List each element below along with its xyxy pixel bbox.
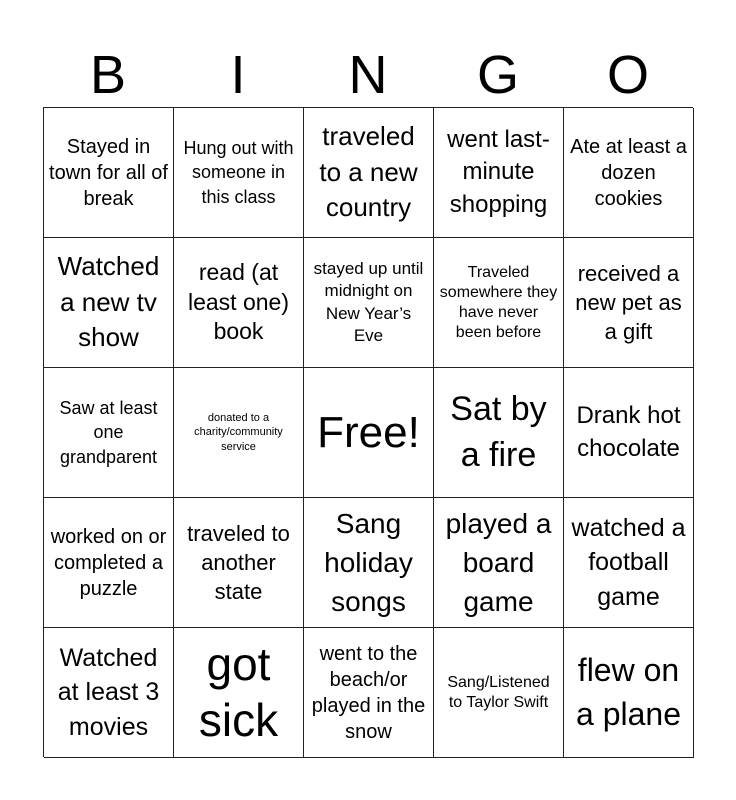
cell-text: read (at least one) book: [187, 259, 289, 345]
bingo-header: [43, 44, 693, 106]
cell-text: stayed up until midnight on New Year’s Eve: [313, 259, 424, 345]
cell-text: donated to a charity/community service: [194, 412, 283, 453]
bingo-cell-r4-c1[interactable]: [174, 628, 304, 758]
bingo-cell-r2-c2-free[interactable]: [304, 368, 434, 498]
bingo-cell-r3-c4[interactable]: [564, 498, 694, 628]
cell-text: Sang/Listened to Taylor Swift: [447, 673, 550, 711]
cell-text: Saw at least one grandparent: [59, 398, 158, 467]
cell-text: Traveled somewhere they have never been before: [439, 263, 558, 341]
header-letter-i: I: [230, 45, 246, 105]
bingo-cell-r1-c1[interactable]: [174, 238, 304, 368]
cell-text: traveled to a new country: [319, 120, 418, 223]
bingo-cell-r1-c2[interactable]: [304, 238, 434, 368]
cell-text: went last-minute shopping: [447, 126, 550, 218]
bingo-cell-r1-c3[interactable]: [434, 238, 564, 368]
cell-text: Drank hot chocolate: [576, 402, 681, 462]
bingo-cell-r4-c2[interactable]: [304, 628, 434, 758]
cell-text: traveled to another state: [187, 520, 290, 605]
header-letter-o: O: [606, 45, 649, 105]
bingo-cell-r2-c0[interactable]: [44, 368, 174, 498]
bingo-cell-r0-c1[interactable]: [174, 108, 304, 238]
header-letter-n: N: [348, 45, 388, 105]
free-space-text: Free!: [317, 407, 420, 457]
bingo-board: [43, 107, 693, 757]
bingo-cell-r3-c0[interactable]: [44, 498, 174, 628]
bingo-cell-r4-c3[interactable]: [434, 628, 564, 758]
bingo-cell-r2-c1[interactable]: [174, 368, 304, 498]
cell-text: Ate at least a dozen cookies: [570, 135, 687, 210]
cell-text: Sat by a fire: [450, 389, 547, 474]
bingo-cell-r1-c4[interactable]: [564, 238, 694, 368]
bingo-cell-r1-c0[interactable]: [44, 238, 174, 368]
header-letter-b: B: [89, 45, 127, 105]
cell-text: received a new pet as a gift: [575, 260, 682, 345]
cell-text: played a board game: [445, 507, 552, 618]
cell-text: got sick: [198, 638, 279, 746]
bingo-cell-r4-c0[interactable]: [44, 628, 174, 758]
bingo-cell-r2-c4[interactable]: [564, 368, 694, 498]
header-letter-g: G: [476, 45, 519, 105]
cell-text: flew on a plane: [576, 652, 681, 732]
cell-text: watched a football game: [571, 513, 686, 611]
bingo-cell-r4-c4[interactable]: [564, 628, 694, 758]
bingo-cell-r0-c4[interactable]: [564, 108, 694, 238]
bingo-cell-r0-c3[interactable]: [434, 108, 564, 238]
cell-text: went to the beach/or played in the snow: [311, 642, 426, 743]
bingo-cell-r3-c3[interactable]: [434, 498, 564, 628]
bingo-cell-r3-c1[interactable]: [174, 498, 304, 628]
bingo-cell-r2-c3[interactable]: [434, 368, 564, 498]
bingo-cell-r0-c2[interactable]: [304, 108, 434, 238]
cell-text: Sang holiday songs: [324, 507, 413, 618]
cell-text: Stayed in town for all of break: [49, 135, 168, 210]
bingo-cell-r3-c2[interactable]: [304, 498, 434, 628]
cell-text: Hung out with someone in this class: [183, 138, 294, 207]
bingo-cell-r0-c0[interactable]: [44, 108, 174, 238]
cell-text: Watched a new tv show: [57, 250, 160, 353]
cell-text: Watched at least 3 movies: [57, 643, 160, 741]
cell-text: worked on or completed a puzzle: [50, 525, 167, 600]
